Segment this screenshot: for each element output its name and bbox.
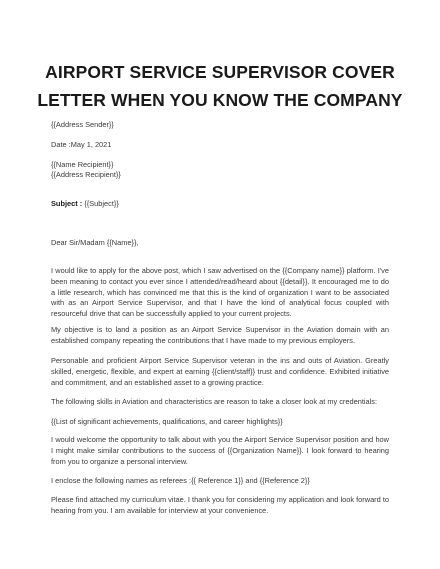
date-line	[51, 139, 111, 150]
title-line-2: LETTER WHEN YOU KNOW THE COMPANY	[37, 90, 403, 110]
title-line-1: AIRPORT SERVICE SUPERVISOR COVER	[45, 62, 395, 82]
subject-line	[51, 198, 119, 209]
paragraph-1: I would like to apply for the above post, which I saw advertised on the {{Company name}} platform. I've been meaning to contact you ever since I attended/read/heard about {{detail}}. It encouraged me to do a little research, which has convinced me that this is the kind of organization I want to be associated with as an Airport Service Supervisor, and that I have the kind of analytical focus coupled with resourceful drive that can be successfully applied to your current projects.	[51, 266, 389, 319]
paragraph-8: Please find attached my curriculum vitae. I thank you for considering my application and look forward to hearing from you. I am available for interview at your convenience.	[51, 495, 389, 515]
paragraph-3: Personable and proficient Airport Service Supervisor veteran in the ins and outs of Aviation. Greatly skilled, energetic, flexible, and expert at earning {{client/staff}} trust and confidence. Exhibited initiative and commitment, and an established asset to a growing practice.	[51, 356, 389, 387]
letter-title	[30, 58, 410, 114]
subject-value: {{Subject}}	[84, 199, 119, 208]
date-label: Date :	[51, 140, 71, 149]
paragraph-2: My objective is to land a position as an Airport Service Supervisor in the Aviation domain with an established company repeating the contributions that I have made to my previous employers.	[51, 325, 389, 345]
paragraph-7: I enclose the following names as referees :{{ Reference 1}} and {{Reference 2}}	[51, 476, 310, 485]
paragraph-5: {{List of significant achievements, qualifications, and career highlights}}	[51, 417, 283, 426]
paragraph-4: The following skills in Aviation and characteristics are reason to take a closer look at my credentials:	[51, 397, 378, 406]
paragraph-6: I would welcome the opportunity to talk about with you the Airport Service Supervisor position and how I might make similar contributions to the success of {{Organization Name}}. I look forward to hearing from you to organize a personal interview.	[51, 435, 389, 466]
subject-label: Subject :	[51, 199, 83, 208]
salutation: Dear Sir/Madam {{Name}},	[51, 238, 139, 247]
name-recipient: {{Name Recipient}}	[51, 160, 114, 169]
date-value: May 1, 2021	[70, 140, 112, 149]
address-sender: {{Address Sender}}	[51, 120, 114, 129]
address-recipient: {{Address Recipient}}	[51, 170, 121, 179]
